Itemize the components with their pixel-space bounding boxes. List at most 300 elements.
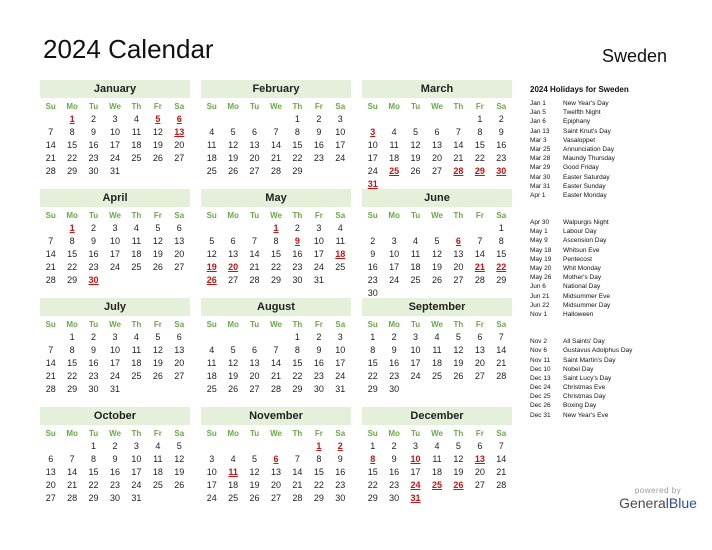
day-cell: 13 bbox=[45, 467, 56, 477]
holiday-name: Labour Day bbox=[563, 228, 597, 236]
holiday-date: Jan 13 bbox=[530, 127, 550, 135]
month-june bbox=[362, 189, 512, 300]
day-cell: 27 bbox=[174, 371, 185, 381]
week-row bbox=[201, 165, 351, 178]
weekday-label: Mo bbox=[388, 429, 400, 438]
week-row bbox=[40, 492, 190, 505]
holiday-row bbox=[530, 337, 705, 346]
day-cell: 15 bbox=[367, 467, 378, 477]
empty-day-cell bbox=[40, 113, 61, 126]
weekday-label: Mo bbox=[66, 320, 78, 329]
weekday-label: Tu bbox=[88, 429, 99, 438]
holiday-name: Gustavus Adolphus Day bbox=[563, 347, 633, 355]
weekday-label: We bbox=[270, 211, 282, 220]
holiday-row bbox=[530, 191, 705, 200]
week-row bbox=[40, 165, 190, 178]
empty-day-cell bbox=[405, 383, 426, 396]
week-row bbox=[40, 344, 190, 357]
weekday-label: Th bbox=[292, 429, 303, 438]
holiday-row bbox=[530, 108, 705, 117]
week-row bbox=[201, 466, 351, 479]
day-cell: 13 bbox=[474, 345, 485, 355]
day-cell: 25 bbox=[131, 153, 142, 163]
brand-part-blue: Blue bbox=[668, 495, 697, 511]
day-cell: 26 bbox=[228, 166, 239, 176]
day-cell: 14 bbox=[270, 358, 281, 368]
month-title: May bbox=[201, 189, 351, 207]
empty-day-cell bbox=[244, 331, 265, 344]
day-cell: 6 bbox=[230, 236, 236, 246]
weekday-label: Fr bbox=[153, 102, 162, 111]
empty-day-cell bbox=[426, 113, 447, 126]
day-cell: 29 bbox=[67, 166, 78, 176]
day-cell: 30 bbox=[88, 166, 99, 176]
day-cell: 16 bbox=[88, 140, 99, 150]
week-row bbox=[201, 357, 351, 370]
month-march bbox=[362, 80, 512, 191]
day-cell: 7 bbox=[48, 236, 54, 246]
weekday-label: Su bbox=[367, 320, 378, 329]
day-cell: 16 bbox=[292, 249, 303, 259]
day-cell: 18 bbox=[389, 153, 400, 163]
day-cell: 19 bbox=[228, 371, 239, 381]
weekday-label: Fr bbox=[475, 211, 484, 220]
day-cell: 11 bbox=[410, 249, 421, 259]
day-cell: 27 bbox=[174, 262, 185, 272]
holiday-name: Whit Monday bbox=[563, 265, 601, 272]
day-cell: 6 bbox=[176, 332, 182, 342]
weekday-label: Tu bbox=[88, 320, 99, 329]
day-cell: 21 bbox=[249, 262, 260, 272]
weekday-label: Su bbox=[206, 429, 217, 438]
week-row bbox=[201, 222, 351, 235]
weekday-label: We bbox=[431, 320, 443, 329]
holiday-row bbox=[530, 356, 705, 365]
holiday-name: Nobel Day bbox=[563, 365, 594, 373]
day-cell: 10 bbox=[131, 454, 142, 464]
empty-day-cell bbox=[330, 165, 351, 178]
empty-day-cell bbox=[330, 274, 351, 287]
day-cell: 19 bbox=[410, 153, 421, 163]
holiday-date: Dec 25 bbox=[530, 393, 551, 401]
day-cell: 19 bbox=[228, 153, 239, 163]
day-cell: 16 bbox=[313, 140, 324, 150]
weekday-header bbox=[362, 318, 512, 331]
holiday-name: Saint Lucy's Day bbox=[563, 374, 612, 382]
day-cell: 10 bbox=[109, 345, 120, 355]
day-cell: 8 bbox=[91, 454, 97, 464]
holiday-date: Mar 28 bbox=[530, 155, 551, 163]
week-row bbox=[201, 274, 351, 287]
day-cell: 26 bbox=[431, 275, 442, 285]
day-cell: 19 bbox=[453, 467, 464, 477]
day-cell: 29 bbox=[313, 493, 324, 503]
week-row bbox=[362, 222, 512, 235]
day-cell: 8 bbox=[69, 127, 75, 137]
day-cell: 26 bbox=[249, 493, 260, 503]
day-cell: 19 bbox=[249, 480, 260, 490]
holiday-date: Jan 1 bbox=[530, 100, 546, 107]
week-row bbox=[362, 139, 512, 152]
day-cell: 28 bbox=[496, 371, 507, 381]
day-cell: 27 bbox=[474, 480, 485, 490]
holiday-name: Twelfth Night bbox=[563, 109, 601, 117]
weekday-label: Th bbox=[131, 211, 142, 220]
day-cell: 11 bbox=[432, 454, 442, 464]
day-cell: 9 bbox=[91, 345, 97, 355]
day-cell: 1 bbox=[294, 332, 300, 342]
day-cell: 14 bbox=[270, 140, 281, 150]
day-cell: 25 bbox=[410, 275, 421, 285]
month-may bbox=[201, 189, 351, 287]
weekday-label: Th bbox=[453, 102, 464, 111]
holiday-date: Mar 3 bbox=[530, 136, 547, 144]
day-cell: 22 bbox=[67, 371, 78, 381]
day-cell: 27 bbox=[174, 153, 185, 163]
empty-day-cell bbox=[426, 492, 447, 505]
day-cell: 4 bbox=[133, 114, 139, 124]
week-row bbox=[362, 344, 512, 357]
day-cell: 20 bbox=[453, 262, 464, 272]
empty-day-cell bbox=[383, 113, 404, 126]
empty-day-cell bbox=[383, 222, 404, 235]
day-cell: 31 bbox=[313, 275, 324, 285]
day-cell: 22 bbox=[270, 262, 281, 272]
holiday-group-gap bbox=[530, 319, 705, 337]
day-cell: 30 bbox=[389, 493, 400, 503]
holiday-row bbox=[530, 117, 705, 126]
weekday-label: Th bbox=[131, 320, 142, 329]
day-cell: 15 bbox=[67, 140, 78, 150]
weekday-header bbox=[201, 318, 351, 331]
day-cell: 7 bbox=[69, 454, 75, 464]
day-cell: 27 bbox=[249, 384, 260, 394]
day-cell: 2 bbox=[91, 114, 97, 124]
holiday-row bbox=[530, 383, 705, 392]
day-cell: 14 bbox=[67, 467, 78, 477]
holiday-row bbox=[530, 301, 705, 310]
day-cell: 14 bbox=[496, 454, 507, 464]
holiday-name: Ascension Day bbox=[563, 237, 607, 245]
day-cell: 15 bbox=[367, 358, 378, 368]
holiday-row bbox=[530, 374, 705, 383]
day-cell: 13 bbox=[249, 140, 260, 150]
holiday-date: Mar 25 bbox=[530, 145, 551, 153]
day-cell: 31 bbox=[109, 166, 120, 176]
week-row bbox=[362, 357, 512, 370]
day-cell: 23 bbox=[292, 262, 303, 272]
day-cell: 13 bbox=[174, 345, 185, 355]
weekday-label: Th bbox=[453, 429, 464, 438]
day-cell: 24 bbox=[313, 262, 324, 272]
week-row bbox=[40, 274, 190, 287]
day-cell: 17 bbox=[335, 358, 346, 368]
day-cell: 24 bbox=[109, 371, 120, 381]
weekday-label: Mo bbox=[227, 102, 239, 111]
week-row bbox=[40, 453, 190, 466]
day-cell: 6 bbox=[48, 454, 54, 464]
day-cell: 2 bbox=[316, 114, 322, 124]
weekday-label: Fr bbox=[153, 429, 162, 438]
month-december bbox=[362, 407, 512, 505]
day-cell: 12 bbox=[431, 249, 442, 259]
day-cell: 29 bbox=[67, 275, 78, 285]
holiday-date: May 1 bbox=[530, 228, 548, 236]
day-cell: 7 bbox=[498, 441, 504, 451]
holiday-row bbox=[530, 365, 705, 374]
holiday-date: Jun 6 bbox=[530, 283, 546, 291]
holiday-day-cell: 22 bbox=[496, 262, 507, 272]
day-cell: 20 bbox=[474, 467, 485, 477]
holiday-name: Easter Sunday bbox=[563, 182, 606, 190]
day-cell: 30 bbox=[389, 384, 400, 394]
weekday-label: Th bbox=[453, 320, 464, 329]
holiday-name: Halloween bbox=[563, 310, 594, 318]
month-april bbox=[40, 189, 190, 287]
holiday-row bbox=[530, 163, 705, 172]
day-cell: 13 bbox=[228, 249, 239, 259]
day-cell: 21 bbox=[496, 467, 507, 477]
day-cell: 24 bbox=[131, 480, 142, 490]
day-cell: 22 bbox=[67, 262, 78, 272]
weekday-label: Fr bbox=[314, 211, 323, 220]
day-cell: 13 bbox=[453, 249, 464, 259]
day-cell: 23 bbox=[88, 371, 99, 381]
day-cell: 20 bbox=[270, 480, 281, 490]
holiday-row bbox=[530, 392, 705, 401]
day-cell: 7 bbox=[273, 345, 279, 355]
day-cell: 10 bbox=[389, 249, 400, 259]
day-cell: 29 bbox=[292, 384, 303, 394]
empty-day-cell bbox=[201, 222, 222, 235]
day-cell: 19 bbox=[453, 358, 464, 368]
weekday-label: Tu bbox=[88, 211, 99, 220]
day-cell: 21 bbox=[496, 358, 507, 368]
holiday-date: Dec 10 bbox=[530, 365, 551, 373]
holiday-name: National Day bbox=[563, 283, 601, 291]
day-cell: 8 bbox=[294, 345, 300, 355]
day-cell: 14 bbox=[453, 140, 464, 150]
day-cell: 9 bbox=[337, 454, 343, 464]
country-name: Sweden bbox=[601, 46, 667, 66]
holiday-name: Walpurgis Night bbox=[563, 219, 609, 227]
weekday-header bbox=[201, 209, 351, 222]
empty-day-cell bbox=[426, 383, 447, 396]
day-cell: 25 bbox=[228, 493, 239, 503]
day-cell: 21 bbox=[270, 371, 281, 381]
empty-day-cell bbox=[448, 113, 469, 126]
holiday-row bbox=[530, 145, 705, 154]
week-row bbox=[201, 235, 351, 248]
holiday-name: Christmas Day bbox=[563, 393, 606, 401]
day-cell: 7 bbox=[294, 454, 300, 464]
day-cell: 24 bbox=[109, 153, 120, 163]
empty-day-cell bbox=[426, 222, 447, 235]
weekday-label: Su bbox=[367, 102, 378, 111]
empty-day-cell bbox=[169, 274, 190, 287]
holiday-date: Apr 1 bbox=[530, 191, 546, 199]
day-cell: 17 bbox=[410, 467, 421, 477]
weekday-header bbox=[362, 209, 512, 222]
empty-day-cell bbox=[147, 492, 168, 505]
day-cell: 12 bbox=[174, 454, 185, 464]
day-cell: 24 bbox=[335, 153, 346, 163]
empty-day-cell bbox=[265, 440, 286, 453]
month-january bbox=[40, 80, 190, 178]
day-cell: 23 bbox=[88, 153, 99, 163]
weekday-label: We bbox=[431, 211, 443, 220]
day-cell: 30 bbox=[109, 493, 120, 503]
holiday-row bbox=[530, 182, 705, 191]
empty-day-cell bbox=[40, 222, 61, 235]
day-cell: 5 bbox=[176, 441, 182, 451]
day-cell: 2 bbox=[91, 223, 97, 233]
brand-name bbox=[618, 495, 698, 511]
holiday-group-gap bbox=[530, 200, 705, 218]
day-cell: 13 bbox=[249, 358, 260, 368]
day-cell: 26 bbox=[152, 371, 163, 381]
week-row bbox=[362, 453, 512, 466]
weekday-label: Sa bbox=[174, 102, 185, 111]
day-cell: 19 bbox=[152, 249, 163, 259]
weekday-label: Fr bbox=[314, 102, 323, 111]
day-cell: 24 bbox=[335, 371, 346, 381]
holiday-row bbox=[530, 264, 705, 273]
day-cell: 25 bbox=[131, 262, 142, 272]
day-cell: 22 bbox=[367, 480, 378, 490]
weekday-label: Sa bbox=[496, 320, 507, 329]
holiday-day-cell: 6 bbox=[176, 114, 182, 124]
day-cell: 24 bbox=[389, 275, 400, 285]
empty-day-cell bbox=[448, 492, 469, 505]
day-cell: 20 bbox=[45, 480, 56, 490]
month-title: January bbox=[40, 80, 190, 98]
weekday-label: Fr bbox=[475, 102, 484, 111]
day-cell: 12 bbox=[152, 345, 163, 355]
day-cell: 18 bbox=[410, 262, 421, 272]
holiday-date: Apr 30 bbox=[530, 219, 550, 227]
day-cell: 14 bbox=[45, 249, 56, 259]
holiday-row bbox=[530, 282, 705, 291]
day-cell: 5 bbox=[230, 345, 236, 355]
day-cell: 10 bbox=[109, 236, 120, 246]
holiday-date: Nov 2 bbox=[530, 338, 547, 346]
week-row bbox=[201, 344, 351, 357]
day-cell: 11 bbox=[207, 140, 217, 150]
day-cell: 6 bbox=[434, 127, 440, 137]
day-cell: 17 bbox=[109, 358, 120, 368]
day-cell: 18 bbox=[206, 371, 217, 381]
weekday-label: Sa bbox=[174, 320, 185, 329]
week-row bbox=[40, 235, 190, 248]
day-cell: 23 bbox=[88, 262, 99, 272]
brand-part-general: General bbox=[619, 495, 669, 511]
day-cell: 29 bbox=[88, 493, 99, 503]
holiday-day-cell: 29 bbox=[474, 166, 485, 176]
week-row bbox=[40, 248, 190, 261]
weekday-label: Sa bbox=[335, 429, 346, 438]
day-cell: 23 bbox=[313, 153, 324, 163]
day-cell: 31 bbox=[335, 384, 346, 394]
day-cell: 9 bbox=[498, 127, 504, 137]
month-title: October bbox=[40, 407, 190, 425]
day-cell: 9 bbox=[91, 127, 97, 137]
weekday-label: Tu bbox=[88, 102, 99, 111]
day-cell: 19 bbox=[152, 140, 163, 150]
weekday-header bbox=[362, 427, 512, 440]
generalblue-logo[interactable] bbox=[618, 486, 698, 511]
weekday-label: We bbox=[270, 102, 282, 111]
holiday-day-cell: 1 bbox=[316, 441, 322, 451]
weekday-label: Sa bbox=[335, 320, 346, 329]
day-cell: 17 bbox=[109, 140, 120, 150]
day-cell: 12 bbox=[228, 358, 239, 368]
weekday-label: Su bbox=[45, 320, 56, 329]
week-row bbox=[362, 274, 512, 287]
empty-day-cell bbox=[222, 113, 243, 126]
day-cell: 30 bbox=[292, 275, 303, 285]
day-cell: 14 bbox=[45, 358, 56, 368]
empty-day-cell bbox=[147, 274, 168, 287]
day-cell: 18 bbox=[152, 467, 163, 477]
weekday-label: Sa bbox=[174, 429, 185, 438]
weekday-label: Th bbox=[292, 211, 303, 220]
day-cell: 15 bbox=[270, 249, 281, 259]
week-row bbox=[40, 357, 190, 370]
holiday-name: Annunciation Day bbox=[563, 145, 614, 153]
week-row bbox=[362, 492, 512, 505]
holiday-day-cell: 24 bbox=[410, 480, 421, 490]
day-cell: 17 bbox=[206, 480, 217, 490]
month-november bbox=[201, 407, 351, 505]
weekday-label: Mo bbox=[66, 429, 78, 438]
weekday-label: Sa bbox=[496, 211, 507, 220]
week-row bbox=[201, 440, 351, 453]
day-cell: 5 bbox=[455, 441, 461, 451]
holiday-day-cell: 1 bbox=[69, 114, 75, 124]
day-cell: 8 bbox=[498, 236, 504, 246]
day-cell: 2 bbox=[370, 236, 376, 246]
empty-day-cell bbox=[201, 440, 222, 453]
day-cell: 25 bbox=[206, 384, 217, 394]
weekday-header bbox=[201, 100, 351, 113]
day-cell: 23 bbox=[389, 480, 400, 490]
holiday-day-cell: 21 bbox=[474, 262, 485, 272]
day-cell: 27 bbox=[474, 371, 485, 381]
day-cell: 18 bbox=[431, 467, 442, 477]
empty-day-cell bbox=[126, 165, 147, 178]
week-row bbox=[201, 113, 351, 126]
day-cell: 3 bbox=[209, 454, 215, 464]
holiday-row bbox=[530, 273, 705, 282]
day-cell: 15 bbox=[292, 358, 303, 368]
empty-day-cell bbox=[448, 383, 469, 396]
empty-day-cell bbox=[469, 383, 490, 396]
day-cell: 4 bbox=[434, 332, 440, 342]
holiday-date: May 19 bbox=[530, 255, 552, 263]
holiday-day-cell: 28 bbox=[453, 166, 464, 176]
day-cell: 2 bbox=[316, 332, 322, 342]
weekday-label: Tu bbox=[249, 320, 260, 329]
weekday-label: We bbox=[109, 320, 121, 329]
day-cell: 10 bbox=[410, 345, 421, 355]
week-row bbox=[40, 466, 190, 479]
day-cell: 3 bbox=[112, 114, 118, 124]
week-row bbox=[40, 479, 190, 492]
day-cell: 29 bbox=[270, 275, 281, 285]
week-row bbox=[362, 466, 512, 479]
day-cell: 21 bbox=[45, 262, 56, 272]
